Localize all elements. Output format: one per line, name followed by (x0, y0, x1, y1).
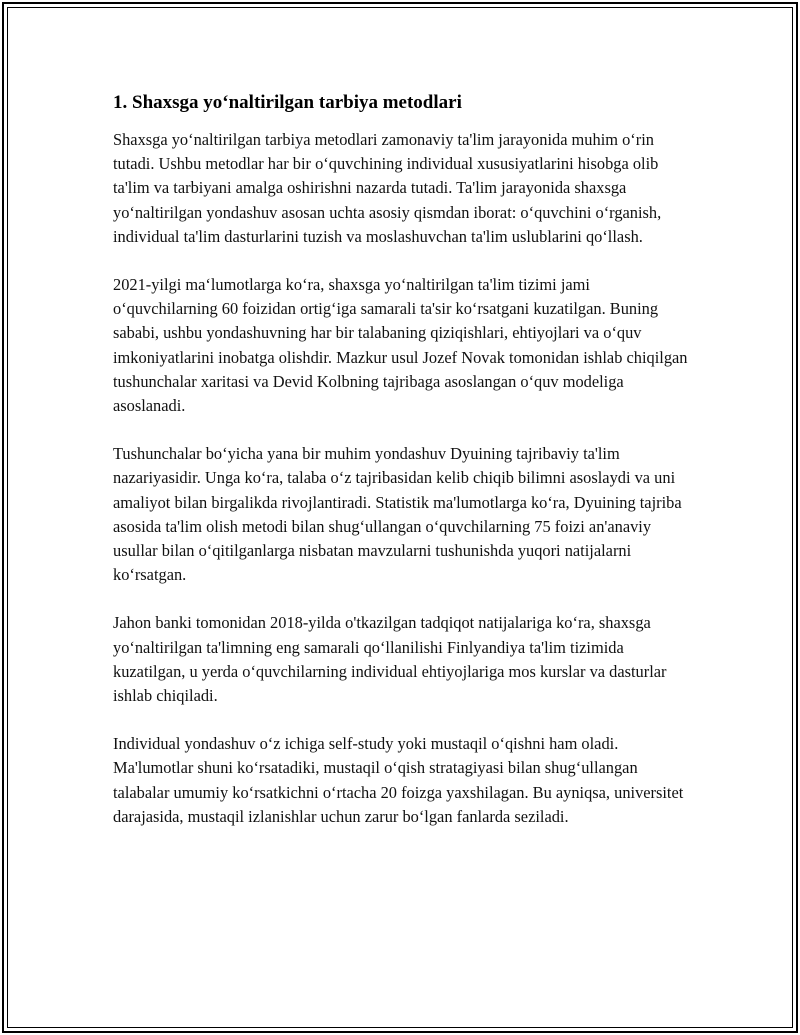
paragraph-5: Individual yondashuv o‘z ichiga self-study yoki mustaqil o‘qishni ham oladi. Ma'lumotlar shuni ko‘rsatadiki, mustaqil o‘qish stratagiyasi bilan shug‘ullangan talabalar umumiy ko‘rsatkichni o‘rtacha 20 foizga yaxshilagan. Bu ayniqsa, universitet darajasida, mustaqil izlanishlar uchun zarur bo‘lgan fanlarda seziladi. (113, 734, 684, 826)
paragraph-4: Jahon banki tomonidan 2018-yilda o'tkazilgan tadqiqot natijalariga ko‘ra, shaxsga yo‘naltirilgan ta'limning eng samarali qo‘llanilishi Finlyandiya ta'lim tizimida kuzatilgan, u yerda o‘quvchilarning individual ehtiyojlariga mos kurslar va dasturlar ishlab chiqiladi. (113, 613, 667, 706)
paragraph-3: Tushunchalar bo‘yicha yana bir muhim yondashuv Dyuining tajribaviy ta'lim nazariyasidir. Unga ko‘ra, talaba o‘z tajribasidan kelib chiqib bilimni asoslaydi va uni amaliyot bilan birgalikda rivojlantiradi. Statistik ma'lumotlarga ko‘ra, Dyuining tajriba asosida ta'lim olish metodi bilan shug‘ullangan o‘quvchilarning 75 foizi an'anaviy usullar bilan o‘qitilganlarga nisbatan mavzularni tushunishda yuqori natijalarni ko‘rsatgan. (113, 444, 682, 585)
paragraph-1: Shaxsga yo‘naltirilgan tarbiya metodlari zamonaviy ta'lim jarayonida muhim o‘rin tutadi. Ushbu metodlar har bir o‘quvchining individual xususiyatlarini hisobga olib ta'lim va tarbiyani amalga oshirishni nazarda tutadi. Ta'lim jarayonida shaxsga yo‘naltirilgan yondashuv asosan uchta asosiy qismdan iborat: o‘quvchini o‘rganish, individual ta'lim dasturlarini tuzish va moslashuvchan ta'lim uslublarini qo‘llash. (113, 130, 662, 246)
section-heading: 1. Shaxsga yo‘naltirilgan tarbiya metodlari (113, 92, 462, 113)
paragraph-2: 2021-yilgi ma‘lumotlarga ko‘ra, shaxsga yo‘naltirilgan ta'lim tizimi jami o‘quvchilarning 60 foizidan ortig‘iga samarali ta'sir ko‘rsatgani kuzatilgan. Buning sababi, ushbu yondashuvning har bir talabaning qiziqishlari, ehtiyojlari va o‘quv imkoniyatlarini inobatga olishdir. Mazkur usul Jozef Novak tomonidan ishlab chiqilgan tushunchalar xaritasi va Devid Kolbning tajribaga asoslangan o‘quv modeliga asoslanadi. (113, 275, 688, 416)
document-body (113, 90, 693, 853)
